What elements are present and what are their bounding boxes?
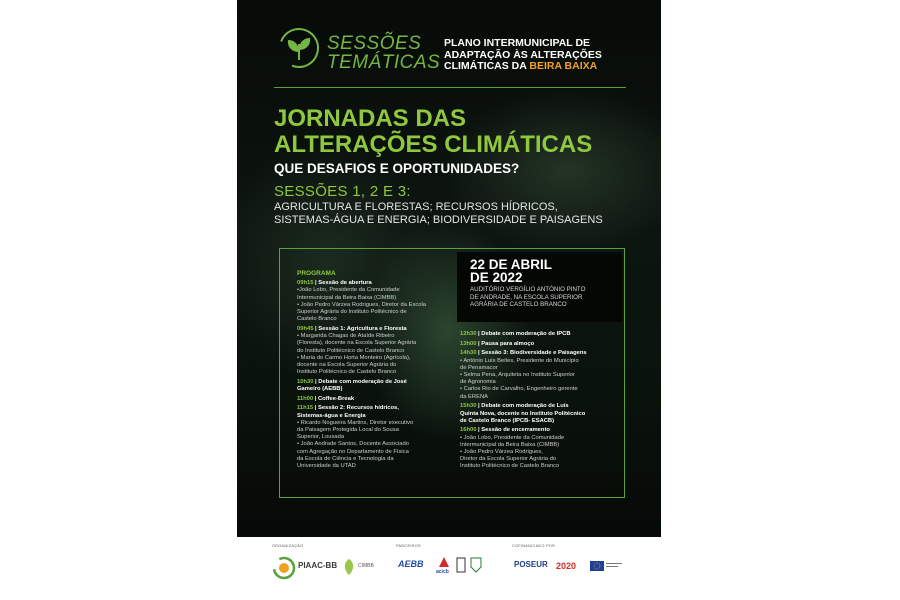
event-venue: [470, 286, 585, 309]
program-separator: |: [313, 325, 319, 332]
event-poster: [237, 0, 661, 537]
program-detail-line: • Margarida Chagas de Ataíde Ribeiro: [297, 333, 395, 340]
program-title: Debate com moderação de Luís: [481, 403, 569, 410]
topics-line-2: SISTEMAS-ÁGUA E ENERGIA; BIODIVERSIDADE E PAISAGENS: [274, 213, 603, 226]
plano-line-3-text: CLIMÁTICAS DA: [444, 60, 530, 72]
sessions-heading: SESSÕES 1, 2 E 3:: [274, 183, 411, 200]
program-detail-line: • Maria do Carmo Horta Monteiro (Agrícola),: [297, 354, 411, 361]
program-item-heading: [460, 350, 622, 357]
program-time: 12h30: [460, 331, 477, 337]
program-title: Debate com moderação de IPCB: [481, 331, 571, 337]
parceiros-label: PARCEIROS: [396, 544, 421, 548]
program-title: Debate com moderação de José: [318, 378, 407, 385]
program-title: Sessão de encerramento: [481, 427, 550, 434]
program-detail-line: de Penamacor: [460, 364, 498, 371]
sessoes-line: SESSÕES: [327, 33, 422, 54]
program-separator: |: [313, 280, 319, 287]
subtitle: QUE DESAFIOS E OPORTUNIDADES?: [274, 161, 520, 176]
program-time: 09h15: [297, 280, 314, 287]
eu-flag-icon: [590, 561, 604, 571]
program-separator: |: [476, 403, 482, 410]
program-details: [460, 435, 622, 471]
footer-logos: [266, 544, 626, 594]
ipcb-logo-icon: [456, 557, 466, 573]
program-title-cont: Sistemas-água e Energia: [297, 412, 366, 419]
organizacao-label: ORGANIZAÇÃO: [272, 544, 304, 548]
program-detail-line: • João Pedro Várzea Rodrigues,: [460, 449, 543, 456]
program-detail-line: da ERENA: [460, 393, 489, 400]
poseur-logo-text: POSEUR: [514, 560, 548, 569]
venue-line-1: AUDITÓRIO VERGÍLIO ANTÓNIO PINTO: [470, 286, 586, 293]
program-item: [297, 396, 457, 403]
piaac-logo-icon: [272, 556, 296, 580]
plano-line-3: [444, 61, 602, 73]
program-detail-line: da Escola de Ciência e Tecnologia da: [297, 455, 394, 462]
programa-label: PROGRAMA: [297, 270, 336, 277]
program-time: 13h00: [460, 340, 477, 347]
program-details: [297, 420, 457, 470]
program-item-heading: [297, 405, 457, 419]
program-separator: |: [476, 427, 482, 434]
program-detail-line: da Paisagem Protegida Local do Sousa: [297, 427, 399, 434]
program-detail-line: Intermunicipal da Beira Baixa (CIMBB): [460, 441, 560, 448]
program-detail-line: • Selma Pena, Arquiteta no Instituto Superior: [460, 372, 575, 379]
program-detail-line: Intermunicipal da Beira Baixa (CIMBB): [297, 294, 397, 301]
program-detail-line: Superior Agrária do Instituto Politécnico de: [297, 309, 407, 316]
program-item-heading: [297, 379, 457, 393]
program-separator: |: [476, 331, 482, 337]
program-right-column: [460, 331, 622, 473]
program-item-heading: [460, 427, 622, 434]
plano-heading: [444, 38, 602, 73]
esa-logo-icon: [470, 557, 482, 573]
acicb-logo-icon: [438, 556, 450, 568]
plano-line-1: PLANO INTERMUNICIPAL DE: [444, 37, 591, 49]
program-title: Sessão 1: Agricultura e Floresta: [318, 325, 407, 332]
program-title-cont: Quinta Nova, docente no Instituto Politécnico: [460, 410, 586, 417]
program-item: [297, 326, 457, 376]
piaac-logo-text: PIAAC-BB: [298, 561, 338, 570]
program-separator: |: [313, 405, 318, 412]
sessoes-tematicas-logo: [327, 34, 440, 72]
program-detail-line: Superior, Lousada: [297, 434, 345, 441]
portugal2020-logo-text: 2020: [556, 561, 577, 571]
program-detail-line: • João Andrade Santos, Docente Associado: [297, 441, 409, 448]
program-detail-line: com Agregação no Departamento de Física: [297, 448, 409, 455]
program-item: [460, 350, 622, 400]
program-title: Sessão 2: Recursos hídricos,: [317, 405, 399, 412]
program-item-heading: [460, 331, 622, 338]
program-detail-line: • Carlos Rio de Carvalho, Engenheiro gerente: [460, 386, 578, 393]
program-time: 16h00: [460, 427, 477, 434]
venue-line-3: AGRÁRIA DE CASTELO BRANCO: [470, 301, 567, 309]
program-detail-line: • António Luís Beites, Presidente do Município: [460, 357, 579, 364]
program-detail-line: • João Lobo, Presidente da Comunidade: [460, 434, 565, 441]
program-detail-line: Universidade da UTAD: [297, 463, 356, 470]
aebb-logo-text: AEBB: [398, 559, 424, 569]
cimbb-logo-text: CIMBB: [358, 563, 374, 569]
program-detail-line: Diretor da Escola Superior Agrária do: [460, 456, 557, 463]
event-date: [470, 258, 552, 284]
program-separator: |: [476, 340, 482, 347]
beira-baixa-highlight: BEIRA BAIXA: [529, 60, 598, 72]
program-item-heading: [297, 326, 457, 333]
program-item: [460, 341, 622, 348]
program-item: [460, 331, 622, 338]
program-time: 15h30: [460, 403, 477, 410]
acicb-logo-text: acicb: [436, 569, 449, 575]
program-item: [297, 280, 457, 323]
program-detail-line: Instituto Politécnico de Castelo Branco: [297, 369, 397, 376]
program-detail-line: (Floresta), docente na Escola Superior Agrária: [297, 340, 417, 347]
date-line-2: DE 2022: [470, 270, 523, 285]
program-detail-line: Castelo Branco: [297, 316, 337, 323]
program-details: [297, 287, 457, 323]
program-detail-line: • Ricardo Nogueira Martins, Diretor executivo: [297, 419, 414, 426]
cofinanciado-label: COFINANCIADO POR: [512, 544, 556, 548]
program-detail-line: •João Lobo, Presidente da Comunidade: [297, 287, 400, 294]
program-item: [460, 403, 622, 425]
plano-line-2: ADAPTAÇÃO ÀS ALTERAÇÕES: [444, 48, 602, 61]
program-item: [297, 379, 457, 393]
program-title: Pausa para almoço: [481, 340, 535, 347]
leaf-logo-icon: [277, 26, 321, 70]
topics-line-1: AGRICULTURA E FLORESTAS; RECURSOS HÍDRICOS,: [274, 201, 558, 213]
program-detail-line: Instituto Politécnico de Castelo Branco: [460, 463, 560, 470]
program-detail-line: de Agronomia: [460, 379, 496, 386]
tematicas-line: TEMÁTICAS: [327, 52, 441, 73]
program-item-heading: [297, 396, 457, 403]
program-separator: |: [476, 350, 482, 357]
program-separator: |: [313, 395, 318, 402]
program-time: 09h45: [297, 325, 314, 332]
program-item-heading: [460, 403, 622, 425]
program-title-cont: de Castelo Branco (IPCB- ESACB): [460, 417, 555, 424]
topics: [274, 201, 603, 226]
program-item-heading: [297, 280, 457, 287]
date-line-1: 22 DE ABRIL: [470, 257, 553, 272]
program-item: [297, 405, 457, 470]
program-title-cont: Gameiro (AEBB): [297, 386, 343, 393]
program-detail-line: • João Pedro Várzea Rodrigues, Diretor da Escola: [297, 301, 426, 308]
title-line-1: JORNADAS DAS: [274, 105, 467, 132]
program-item: [460, 427, 622, 470]
program-time: 14h30: [460, 350, 477, 357]
program-detail-line: docente na Escola Superior Agrária do: [297, 361, 397, 368]
main-title: [274, 106, 592, 158]
program-title: Coffee-Break: [317, 395, 355, 402]
program-title: Sessão de abertura: [318, 280, 372, 287]
title-line-2: ALTERAÇÕES CLIMÁTICAS: [274, 131, 593, 158]
program-detail-line: do Instituto Politécnico de Castelo Branco: [297, 347, 405, 354]
cimbb-logo-icon: [342, 558, 356, 576]
venue-line-2: DE ANDRADE, NA ESCOLA SUPERIOR: [470, 293, 583, 301]
program-item-heading: [460, 341, 622, 348]
header-divider: [274, 87, 626, 88]
program-time: 11h00: [297, 395, 314, 402]
program-left-column: [297, 270, 457, 473]
eu-fund-text-icon: [606, 562, 622, 570]
program-separator: |: [313, 378, 319, 385]
program-details: [460, 358, 622, 401]
program-details: [297, 333, 457, 376]
program-title: Sessão 3: Biodiversidade e Paisagens: [481, 350, 587, 357]
program-time: 10h30: [297, 378, 314, 385]
program-time: 11h15: [297, 405, 314, 412]
